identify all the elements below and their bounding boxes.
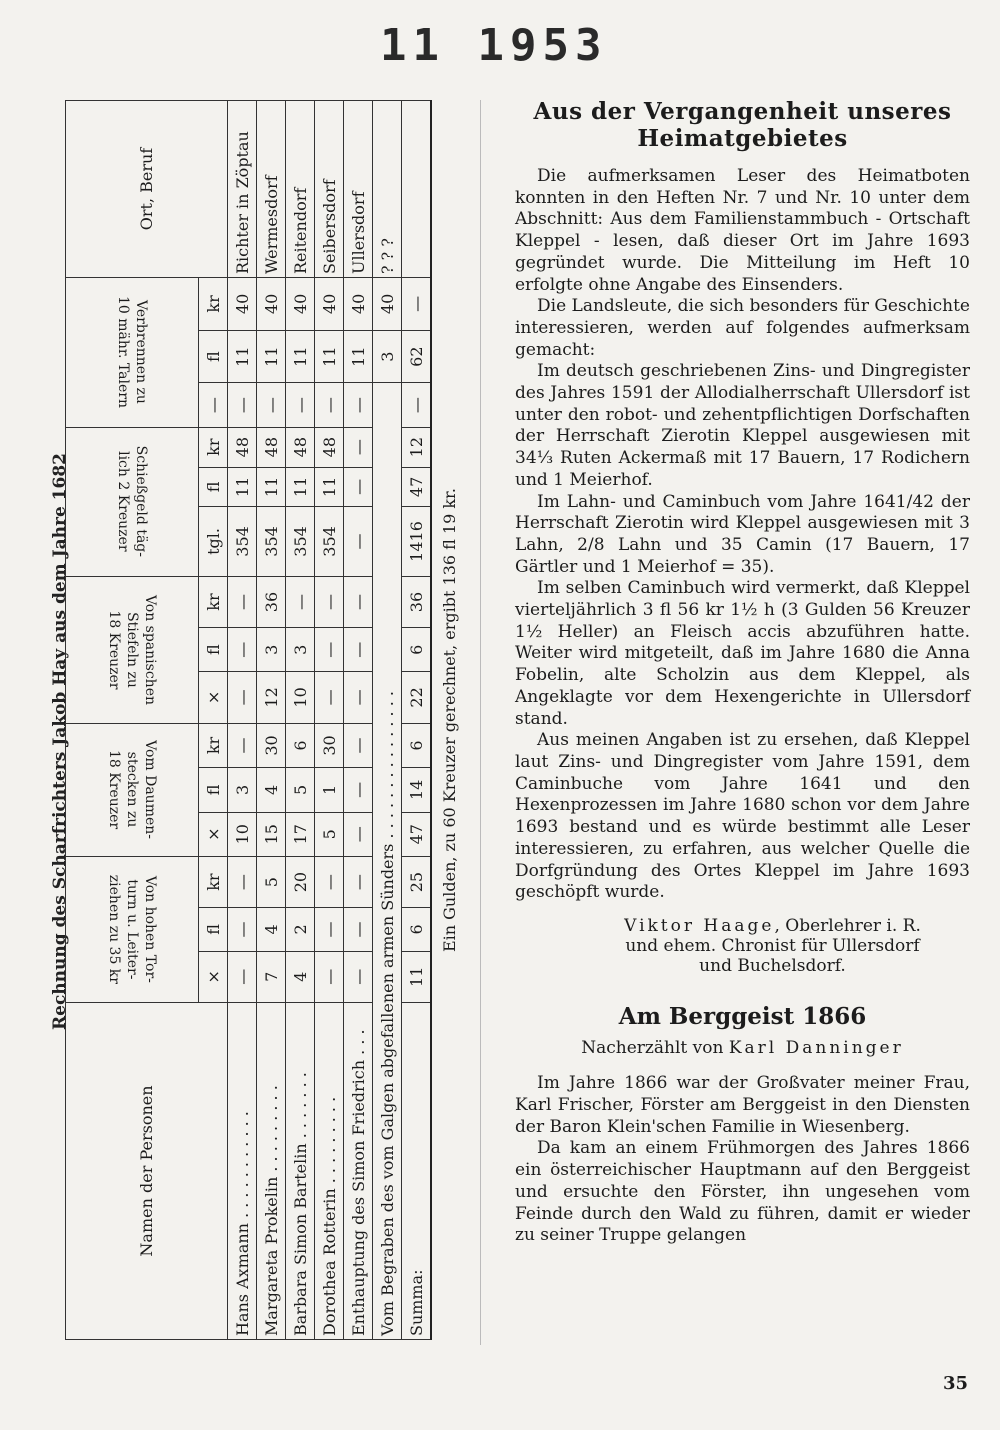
header-group-label: Von hohen Tor- turn u. Leiter- ziehen zu 35 kr xyxy=(106,874,158,985)
sub-tgl: tgl. xyxy=(199,507,228,576)
sub-fl: fl xyxy=(199,768,228,812)
column-divider xyxy=(480,100,481,1345)
row-ort: Reitendorf xyxy=(286,101,315,278)
row-cell: 11 xyxy=(344,330,373,383)
row-cell: — xyxy=(228,951,257,1002)
signature-author: Viktor Haage xyxy=(624,915,775,936)
article1-signature xyxy=(575,916,970,976)
row-cell: 30 xyxy=(315,723,344,767)
table-row xyxy=(257,101,286,1340)
sub-x: × xyxy=(199,951,228,1002)
row-cell: — xyxy=(344,467,373,507)
row-ort: ? ? ? xyxy=(373,101,402,278)
row-cell: — xyxy=(344,383,373,427)
row-cell: — xyxy=(344,908,373,951)
header-group-label: Vom Daumen- stecken zu 18 Kreuzer xyxy=(106,740,158,840)
sub-kr: kr xyxy=(199,723,228,767)
row-ort: Ullersdorf xyxy=(344,101,373,278)
table-rotated xyxy=(65,100,459,1340)
row-name: Hans Axmann . . . . . . . . . . . xyxy=(228,1003,257,1340)
header-group xyxy=(66,723,199,856)
row-cell: — xyxy=(315,671,344,723)
summa-row xyxy=(402,101,432,1340)
summa-cell: 14 xyxy=(402,768,432,812)
summa-cell: 25 xyxy=(402,856,432,907)
table-row xyxy=(286,101,315,1340)
row-cell: 11 xyxy=(228,330,257,383)
row-cell: 40 xyxy=(286,278,315,331)
summa-cell: 6 xyxy=(402,628,432,672)
row-cell: 354 xyxy=(286,507,315,576)
header-ort: Ort, Beruf xyxy=(66,101,228,278)
header-group xyxy=(66,427,199,576)
row-cell: — xyxy=(344,427,373,467)
article1-title: Aus der Vergangenheit unseres Heimatgebietes xyxy=(533,98,952,152)
row-cell: 40 xyxy=(373,278,402,331)
row-cell: — xyxy=(257,383,286,427)
sub-kr: kr xyxy=(199,427,228,467)
header-group xyxy=(66,576,199,723)
row-ort: Seibersdorf xyxy=(315,101,344,278)
row-cell: 10 xyxy=(286,671,315,723)
summa-cell: 36 xyxy=(402,576,432,628)
row-cell: 1 xyxy=(315,768,344,812)
table-row xyxy=(373,101,402,1340)
row-cell: 11 xyxy=(315,467,344,507)
summa-cell: 6 xyxy=(402,908,432,951)
article1-paragraph: Die Landsleute, die sich besonders für Geschichte interessieren, werden auf folgendes aufmerksam gemacht: xyxy=(515,296,970,360)
signature-line3: und Buchelsdorf. xyxy=(699,955,846,976)
row-cell: — xyxy=(315,383,344,427)
summa-cell: 47 xyxy=(402,467,432,507)
row-cell: 48 xyxy=(228,427,257,467)
signature-title: , Oberlehrer i. R. xyxy=(774,915,921,936)
row-cell: 4 xyxy=(286,951,315,1002)
row-cell: 40 xyxy=(344,278,373,331)
row-cell: — xyxy=(315,951,344,1002)
sub-blank: — xyxy=(199,383,228,427)
row-cell: 48 xyxy=(286,427,315,467)
row-cell: 10 xyxy=(228,812,257,856)
row-cell: 17 xyxy=(286,812,315,856)
subtitle-prefix: Nacherzählt von xyxy=(581,1037,729,1058)
row-cell: 5 xyxy=(257,856,286,907)
row-cell: 3 xyxy=(286,628,315,672)
row-cell: — xyxy=(228,628,257,672)
row-cell: 11 xyxy=(286,467,315,507)
row-cell: 48 xyxy=(257,427,286,467)
sub-kr: kr xyxy=(199,576,228,628)
row-cell: — xyxy=(344,812,373,856)
summa-cell: 6 xyxy=(402,723,432,767)
row-cell: 11 xyxy=(257,467,286,507)
gulden-footer: Ein Gulden, zu 60 Kreuzer gerechnet, ergibt 136 fl 19 kr. xyxy=(439,487,459,953)
row-cell: — xyxy=(228,671,257,723)
row-ort: Wermesdorf xyxy=(257,101,286,278)
summa-label: Summa: xyxy=(402,1003,432,1340)
article2-title: Am Berggeist 1866 xyxy=(618,1002,867,1030)
row-cell: 354 xyxy=(228,507,257,576)
row-name: Vom Begraben des vom Galgen abgefallenen armen Sünders . . . . . . . . . . . . . . . xyxy=(373,383,402,1340)
table-row xyxy=(315,101,344,1340)
table-row xyxy=(344,101,373,1340)
table-body xyxy=(228,101,467,1340)
row-cell: 3 xyxy=(373,330,402,383)
subtitle-author: Karl Danninger xyxy=(728,1037,904,1058)
header-group-label: Schießgeld täg- lich 2 Kreuzer xyxy=(115,446,149,558)
header-names: Namen der Personen xyxy=(66,1003,228,1340)
article1-paragraph: Die aufmerksamen Leser des Heimatboten konnten in den Heften Nr. 7 und Nr. 10 unter dem Abschnitt: Aus dem Familienstammbuch - Ortschaft Kleppel - lesen, daß dieser Ort im Jahre 1693 gegründet wurde. Die Mitteilung im Heft 10 erfolgte ohne Angabe des Einsenders. xyxy=(515,166,970,295)
row-cell: 15 xyxy=(257,812,286,856)
row-cell: 2 xyxy=(286,908,315,951)
row-cell: — xyxy=(228,908,257,951)
article2-paragraph: Da kam an einem Frühmorgen des Jahres 1866 ein österreichischer Hauptmann auf den Berggeist und ersuchte den Förster, ihn ungesehen vom Feinde durch den Wald zu führen, damit er wieder zu seiner Truppe gelangen xyxy=(515,1138,970,1246)
row-cell: 40 xyxy=(228,278,257,331)
row-cell: — xyxy=(228,576,257,628)
row-cell: 4 xyxy=(257,908,286,951)
article1-paragraph: Im deutsch geschriebenen Zins- und Dingregister des Jahres 1591 der Allodialherrschaft Ullersdorf ist unter den robot- und zehentpflichtigen Dorfschaften der Herrschaft Zierotin Kleppel ausgewiesen mit 34⅓ Ruten Ackermaß mit 17 Bauern, 17 Rodichern und 1 Meierhof. xyxy=(515,361,970,490)
row-cell: — xyxy=(344,576,373,628)
header-group-label: Von spanischen Stiefeln zu 18 Kreuzer xyxy=(106,594,158,705)
row-cell: — xyxy=(344,768,373,812)
sub-fl: fl xyxy=(199,467,228,507)
row-cell: 7 xyxy=(257,951,286,1002)
row-cell: 30 xyxy=(257,723,286,767)
signature-line2: und ehem. Chronist für Ullersdorf xyxy=(625,935,920,956)
row-cell: — xyxy=(344,723,373,767)
row-cell: 4 xyxy=(257,768,286,812)
row-name: Enthauptung des Simon Friedrich . . . xyxy=(344,1003,373,1340)
article2-subtitle xyxy=(515,1038,970,1060)
article1-paragraph: Aus meinen Angaben ist zu ersehen, daß Kleppel laut Zins- und Dingregister vom Jahre 1591, dem Caminbuche vom Jahre 1641 und den Hexenprozessen im Jahre 1680 schon vor dem Jahre 1693 bestand und es würde bestimmt alle Leser interessieren, zu erfahren, aus welcher Quelle die Dorfgründung des Ortes Kleppel im Jahre 1693 geschöpft wurde. xyxy=(515,730,970,903)
summa-cell: 62 xyxy=(402,330,432,383)
table-caption: Rechnung des Scharfrichters Jakob Hay aus dem Jahre 1682 xyxy=(50,453,70,1030)
row-cell: — xyxy=(315,856,344,907)
executioner-bill-table xyxy=(65,100,466,1340)
summa-cell: — xyxy=(402,383,432,427)
sub-x: × xyxy=(199,671,228,723)
row-ort: Richter in Zöptau xyxy=(228,101,257,278)
row-cell: 11 xyxy=(228,467,257,507)
sub-kr: kr xyxy=(199,278,228,331)
sub-fl: fl xyxy=(199,908,228,951)
row-cell: — xyxy=(344,856,373,907)
row-cell: — xyxy=(228,383,257,427)
row-cell: 11 xyxy=(286,330,315,383)
page-number: 35 xyxy=(943,1373,969,1394)
header-group xyxy=(66,278,199,428)
sub-x: × xyxy=(199,812,228,856)
row-cell: 48 xyxy=(315,427,344,467)
gulden-footer-row xyxy=(431,101,466,1340)
row-name: Margareta Prokelin . . . . . . . . . xyxy=(257,1003,286,1340)
row-cell: — xyxy=(344,507,373,576)
row-cell: 36 xyxy=(257,576,286,628)
row-cell: — xyxy=(344,628,373,672)
sub-fl: fl xyxy=(199,628,228,672)
row-cell: — xyxy=(315,628,344,672)
table-row xyxy=(228,101,257,1340)
row-cell: 5 xyxy=(315,812,344,856)
summa-cell: 1416 xyxy=(402,507,432,576)
row-cell: 40 xyxy=(315,278,344,331)
row-cell: — xyxy=(344,671,373,723)
summa-cell: 11 xyxy=(402,951,432,1002)
row-cell: — xyxy=(228,856,257,907)
summa-cell: 22 xyxy=(402,671,432,723)
row-cell: — xyxy=(315,908,344,951)
row-name: Barbara Simon Bartelin . . . . . . . xyxy=(286,1003,315,1340)
row-cell: — xyxy=(344,951,373,1002)
archive-stamp: 11 1953 xyxy=(380,20,608,71)
row-cell: 20 xyxy=(286,856,315,907)
sub-fl: fl xyxy=(199,330,228,383)
row-cell: 12 xyxy=(257,671,286,723)
row-cell: — xyxy=(315,576,344,628)
header-group-label: Verbrennen zu 10 mähr. Talern xyxy=(115,296,149,409)
header-group xyxy=(66,856,199,1002)
row-cell: 354 xyxy=(315,507,344,576)
article1-paragraph: Im selben Caminbuch wird vermerkt, daß Kleppel vierteljährlich 3 fl 56 kr 1½ h (3 Gulden 56 Kreuzer 1½ Heller) an Fleisch accis abzuführen hatte. Weiter wird mitgeteilt, daß im Jahre 1680 die Anna Fobelin, alte Scholzin aus dem Kleppel, als Angeklagte vor dem Hexengerichte in Ullersdorf stand. xyxy=(515,578,970,729)
summa-cell: — xyxy=(402,278,432,331)
row-cell: 354 xyxy=(257,507,286,576)
sub-kr: kr xyxy=(199,856,228,907)
row-cell: 6 xyxy=(286,723,315,767)
row-cell: 40 xyxy=(257,278,286,331)
row-cell: 3 xyxy=(228,768,257,812)
row-cell: 3 xyxy=(257,628,286,672)
row-cell: 11 xyxy=(315,330,344,383)
summa-ort xyxy=(402,101,432,278)
article1-paragraph: Im Lahn- und Caminbuch vom Jahre 1641/42 der Herrschaft Zierotin wird Kleppel ausgewiesen mit 3 Lahn, 2/8 Lahn und 35 Camin (17 Bauern, 17 Gärtler und 1 Meierhof = 35). xyxy=(515,491,970,577)
article2-paragraph: Im Jahre 1866 war der Großvater meiner Frau, Karl Frischer, Förster am Berggeist in den Diensten der Baron Klein'schen Familie in Wiesenberg. xyxy=(515,1073,970,1137)
article-column xyxy=(515,98,970,1247)
summa-cell: 47 xyxy=(402,812,432,856)
row-cell: — xyxy=(286,383,315,427)
row-cell: — xyxy=(286,576,315,628)
row-cell: 5 xyxy=(286,768,315,812)
summa-cell: 12 xyxy=(402,427,432,467)
row-cell: 11 xyxy=(257,330,286,383)
row-cell: — xyxy=(228,723,257,767)
row-name: Dorothea Rotterin . . . . . . . . . xyxy=(315,1003,344,1340)
